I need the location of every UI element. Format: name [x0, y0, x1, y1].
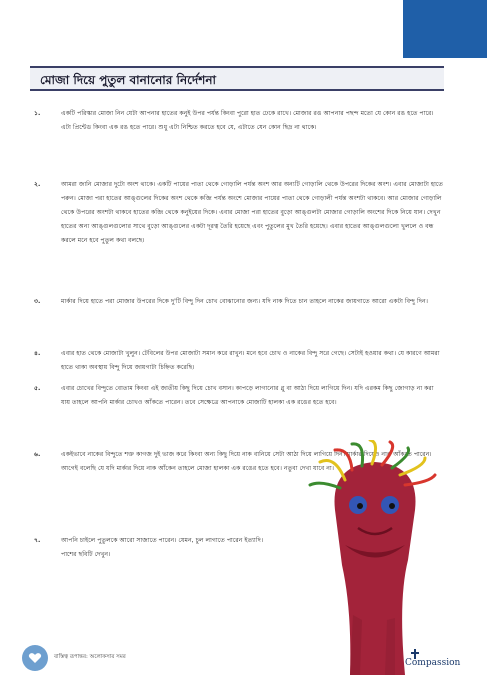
- corner-decoration: [403, 0, 487, 58]
- step-number: ১.: [34, 110, 41, 117]
- step-number: ৬.: [34, 451, 41, 458]
- footer-credit: বাস্তিত্ব রূপান্তর: অলোকসার সমর: [54, 654, 126, 660]
- step-number: ৫.: [34, 385, 41, 392]
- page-title: মোজা দিয়ে পুতুল বানানোর নির্দেশনা: [40, 73, 216, 87]
- logo-text: Compassion: [405, 658, 461, 668]
- step-text: এবার চোখের বিন্দুতে বোতাম কিংবা এই জাতীয় কিছু দিয়ে চোখ বসান। কাপড়ে লাগানোর গ্লু বা আঠা দিয়ে লাগিয়ে দিন। যদি এরকম কিছু জোগাড় না করা যায় তাহলে আপনি মার্কার চোখও আঁকতে পারেন। তবে সেক্ষেত্রে আপনাকে মোজাটি হালকা এক রঙের হতে হবে।: [61, 385, 434, 406]
- title-bar: [30, 66, 444, 91]
- step-number: ৩.: [34, 298, 41, 305]
- step-text: একটি পরিস্কার মোজা নিন যেটা আপনার হাতের কনুই উপর পর্যন্ত কিংবা পুরো হাত ঢেকে রাখে। মোজার রঙ আপনার পছন্দ মতো যে কোন রঙ হতে পারে। এটা প্রিন্টেড কিংবা এক রঙ হতে পারে। শুধু এটা নিশ্চিত করতে হবে যে, এটাতে যেন কোন ছিদ্র না থাকে।: [61, 110, 434, 131]
- step-text: মার্কার দিয়ে হাতে পরা মোজার উপরের দিকে দু'টি বিন্দু দিন চোখ বোঝানোর জন্য। যদি নাক দিতে চান তাহলে নাকের জায়গাতে আরো একটা বিন্দু দিন।: [61, 298, 428, 305]
- step-text: আমরা জানি মোজার দুটো অংশ থাকে। একটি পায়ের পাতা থেকে গোড়ালি পর্যন্ত অংশ আর অন্যটি গোড়ালি থেকে উপরের দিকের অংশ। এবার মোজাটা হাতে পরুন। মোজা পরা হাতের আঙ্গুলের দিকের অংশ থেকে কব্জি পর্যন্ত অংশে মোজার পায়ের পাতা থেকে গোড়ালী পর্যন্ত অংশটা থাকবে। আর মোজার গোড়ালি থেকে উপরের অংশটা থাকবে হাতের কব্জি থেকে কনুইয়ের দিকে। এবার মোজা পরা হাতের বুড়ো আঙ্গুলটা মোজার গোড়ালি অংশের দিকে নিয়ে যান। দেখুন হাতের অন্য আঙ্গুলগুলোর সাথে বুড়ো আঙ্গুলের একটা দূরত্ব তৈরি হয়েছে এবং পুতুলের মুখ তৈরি হয়েছে। এবার হাতের আঙ্গুলগুলো খুললে ও বন্ধ করলে মনে হবে পুতুল কথা বলছে।: [61, 181, 444, 244]
- step-number: ৪.: [34, 350, 41, 357]
- heart-badge-icon: [22, 645, 48, 671]
- step-text: এবার হাত থেকে মোজাটা খুলুন। টেবিলের উপর মোজাটা সমান করে রাখুন। মনে হবে চোখ ও নাকের বিন্দু সরে গেছে। সেটাই হওয়ার কথা। যে কারণে আমরা হাতে থাকা অবস্থায় বিন্দু দিয়ে জায়গাটা চিহ্নিত করেছি।: [61, 350, 440, 371]
- step-text: আপনি চাইলে পুতুলকে আরো সাজাতে পারেন। যেমন, চুল লাগাতে পারেন ইত্যাদি। পাশের ছবিটি দেখুন।: [61, 537, 264, 558]
- step-number: ৭.: [34, 537, 41, 544]
- step-number: ২.: [34, 181, 41, 188]
- step-text: একইভাবে নাকের বিন্দুতে শক্ত কাগজ দুই ভাজ করে কিংবা অন্য কিছু দিয়ে নাক বানিয়ে সেটা আঠা দিয়ে লাগিয়ে দিন। মার্কার দিয়েও নাক আঁকতে পারেন। আগেই বলেছি যে যদি মার্কার দিয়ে নাক আঁকেন তাহলে মোজা হালকা এক রঙের হতে হবে। নতুবা দেখা যাবে না।: [61, 451, 432, 472]
- sock-puppet-illustration: [290, 440, 460, 675]
- compassion-logo: [405, 650, 469, 672]
